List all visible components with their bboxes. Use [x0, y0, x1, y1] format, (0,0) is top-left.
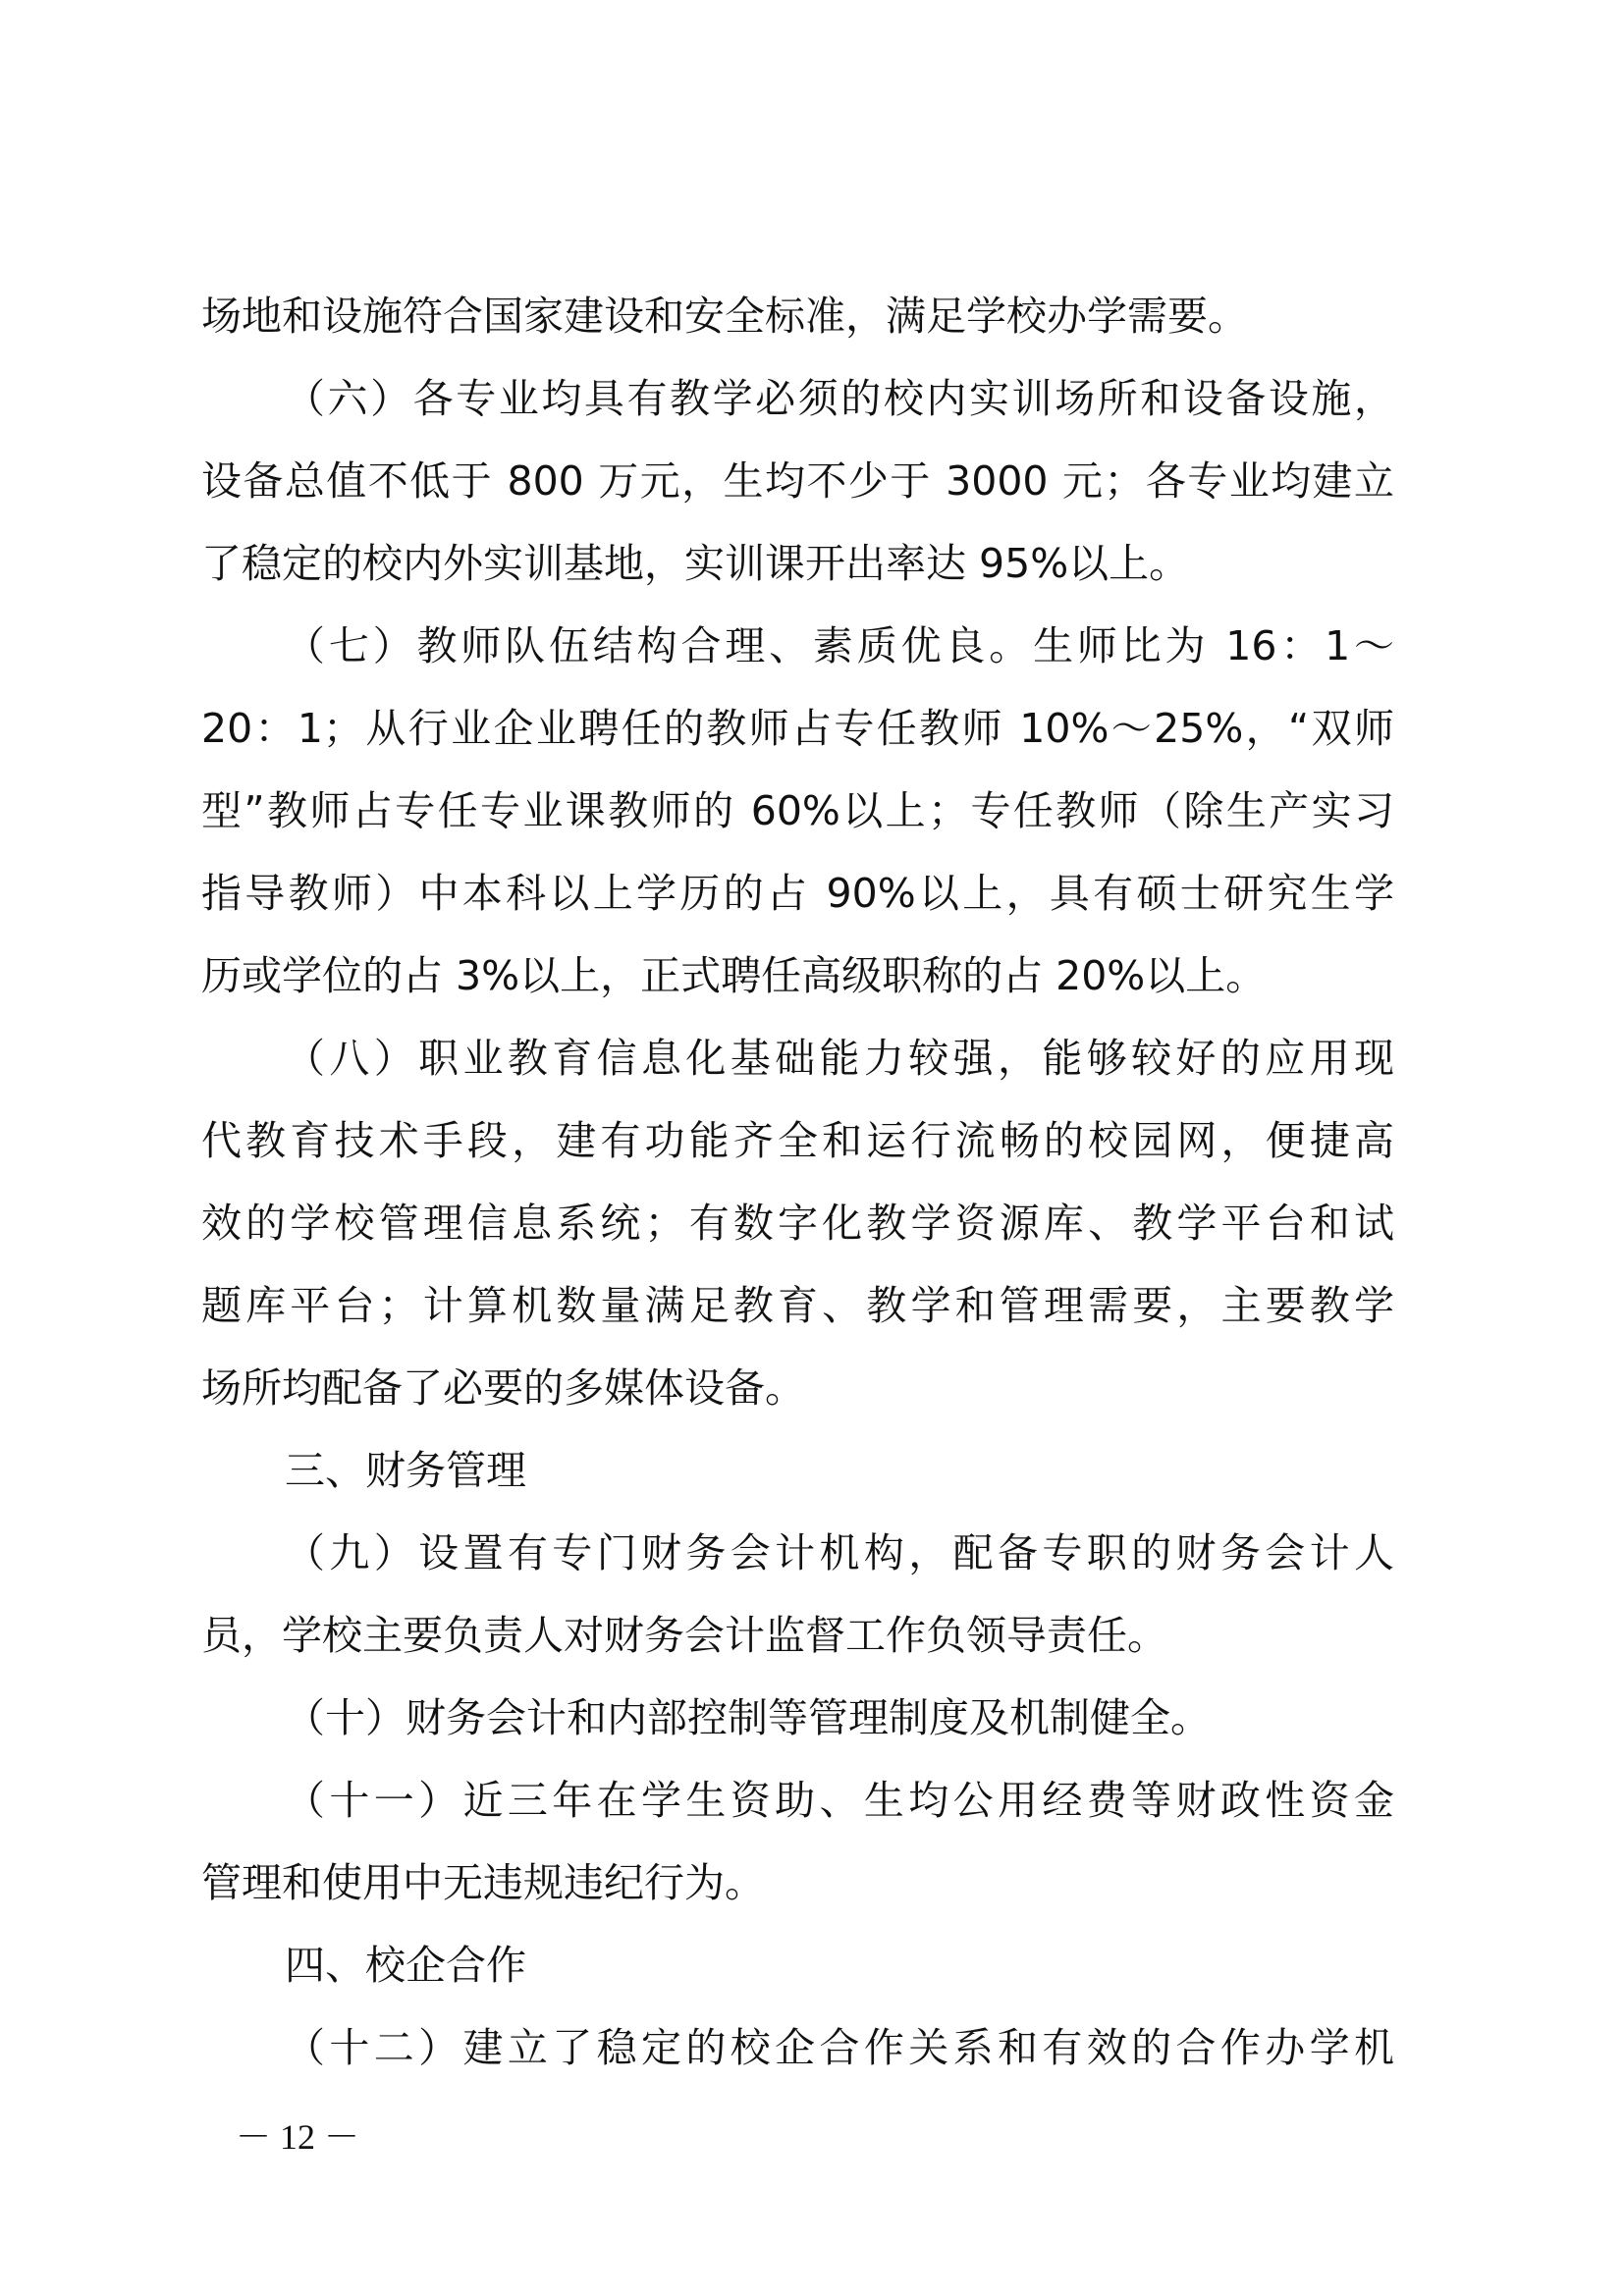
- section-heading: 四、校企合作: [285, 1942, 526, 1989]
- body-line: 效的学校管理信息系统；有数字化教学资源库、教学平台和试: [201, 1200, 1394, 1247]
- paragraph-start-line: （十一）近三年在学生资助、生均公用经费等财政性资金: [285, 1777, 1394, 1824]
- body-line: 代教育技术手段，建有功能齐全和运行流畅的校园网，便捷高: [201, 1117, 1394, 1164]
- body-line: 设备总值不低于 800 万元，生均不少于 3000 元；各专业均建立: [201, 457, 1394, 505]
- paragraph-start-line: （六）各专业均具有教学必须的校内实训场所和设备设施，: [285, 375, 1394, 422]
- paragraph-start-line: （八）职业教育信息化基础能力较强，能够较好的应用现: [285, 1035, 1394, 1082]
- body-line: 了稳定的校内外实训基地，实训课开出率达 95%以上。: [201, 540, 1190, 587]
- body-line: 场地和设施符合国家建设和安全标准，满足学校办学需要。: [201, 293, 1248, 340]
- body-line: 历或学位的占 3%以上，正式聘任高级职称的占 20%以上。: [201, 952, 1267, 999]
- body-line: 指导教师）中本科以上学历的占 90%以上，具有硕士研究生学: [201, 870, 1394, 917]
- body-line: 管理和使用中无违规违纪行为。: [201, 1859, 765, 1906]
- section-heading: 三、财务管理: [285, 1447, 526, 1494]
- page-number: － 12 －: [236, 2117, 360, 2157]
- paragraph-start-line: （十）财务会计和内部控制等管理制度及机制健全。: [285, 1694, 1211, 1741]
- paragraph-start-line: （九）设置有专门财务会计机构，配备专职的财务会计人: [285, 1529, 1394, 1576]
- body-line: 20：1；从行业企业聘任的教师占专任教师 10%～25%，“双师: [201, 705, 1394, 752]
- body-line: 题库平台；计算机数量满足教育、教学和管理需要，主要教学: [201, 1282, 1394, 1329]
- paragraph-start-line: （七）教师队伍结构合理、素质优良。生师比为 16：1～: [285, 622, 1394, 669]
- body-line: 型”教师占专任专业课教师的 60%以上；专任教师（除生产实习: [201, 787, 1394, 834]
- body-line: 员，学校主要负责人对财务会计监督工作负领导责任。: [201, 1612, 1167, 1659]
- paragraph-start-line: （十二）建立了稳定的校企合作关系和有效的合作办学机: [285, 2024, 1394, 2071]
- body-line: 场所均配备了必要的多媒体设备。: [201, 1364, 805, 1412]
